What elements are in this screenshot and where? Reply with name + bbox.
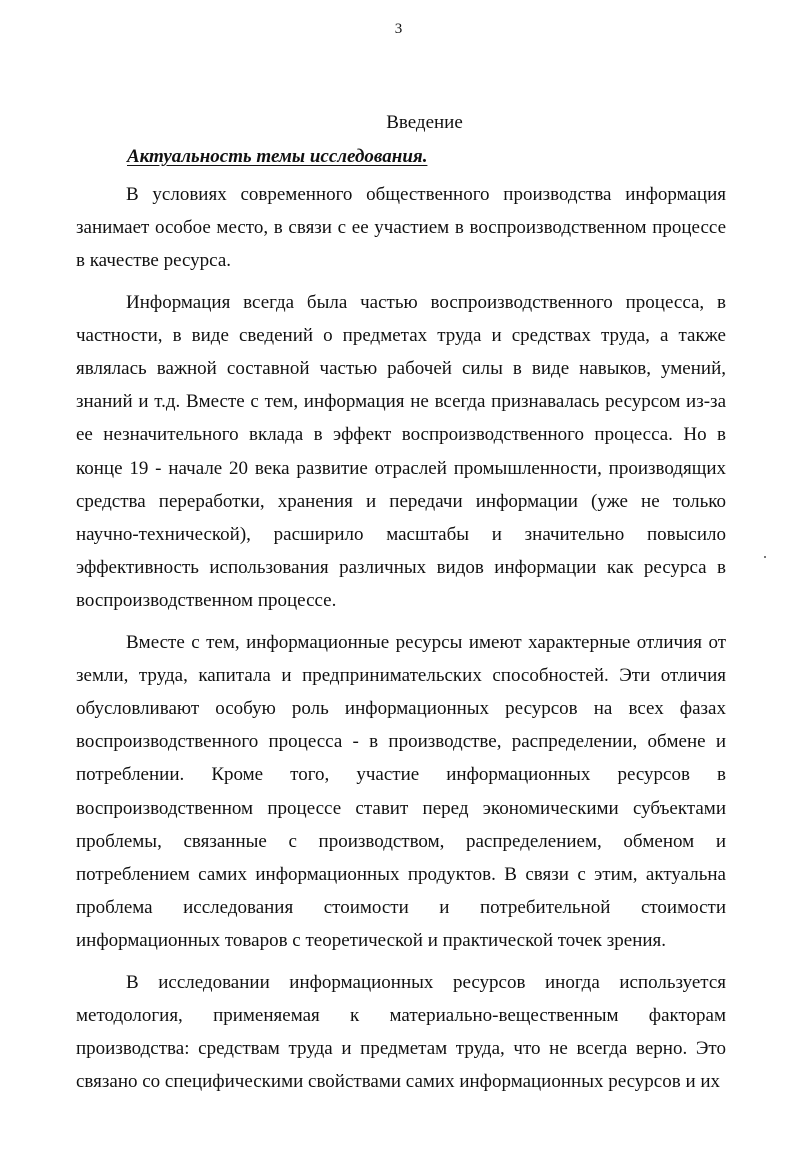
- subheading: Актуальность темы исследования.: [127, 146, 428, 167]
- scan-speck: [764, 556, 766, 558]
- paragraph: Вместе с тем, информационные ресурсы имеют характерные отличия от земли, труда, капитала и предпринимательских способностей. Эти отличия обусловливают особую роль информационных ресурсов на всех фазах воспроизводственного процесса - в производстве, распределении, обмене и потреблении. Кроме того, участие информационных ресурсов в воспроизводственном процессе ставит перед экономическими субъектами проблемы, связанные с производством, распределением, обменом и потреблением самих информационных продуктов. В связи с этим, актуальна проблема исследования стоимости и потребительной стоимости информационных товаров с теоретической и практической точек зрения.: [76, 631, 726, 952]
- paragraph: В условиях современного общественного производства информация занимает особое место, в связи с ее участием в воспроизводственном процессе в качестве ресурса.: [76, 184, 726, 272]
- body-text: [76, 178, 726, 1098]
- page-number: 3: [394, 21, 403, 37]
- paragraph: В исследовании информационных ресурсов иногда используется методология, применяемая к материально-вещественным факторам производства: средствам труда и предметам труда, что не всегда верно. Это связано со специфическими свойствами самих информационных ресурсов и их: [76, 971, 726, 1093]
- section-title: Введение: [386, 112, 463, 133]
- paragraph: Информация всегда была частью воспроизводственного процесса, в частности, в виде сведений о предметах труда и средствах труда, а также являлась важной составной частью рабочей силы в виде навыков, умений, знаний и т.д. Вместе с тем, информация не всегда признавалась ресурсом из-за ее незначительного вклада в эффект воспроизводственного процесса. Но в конце 19 - начале 20 века развитие отраслей промышленности, производящих средства переработки, хранения и передачи информации (уже не только научно-технической), расширило масштабы и значительно повысило эффективность использования различных видов информации как ресурса в воспроизводственном процессе.: [76, 291, 726, 612]
